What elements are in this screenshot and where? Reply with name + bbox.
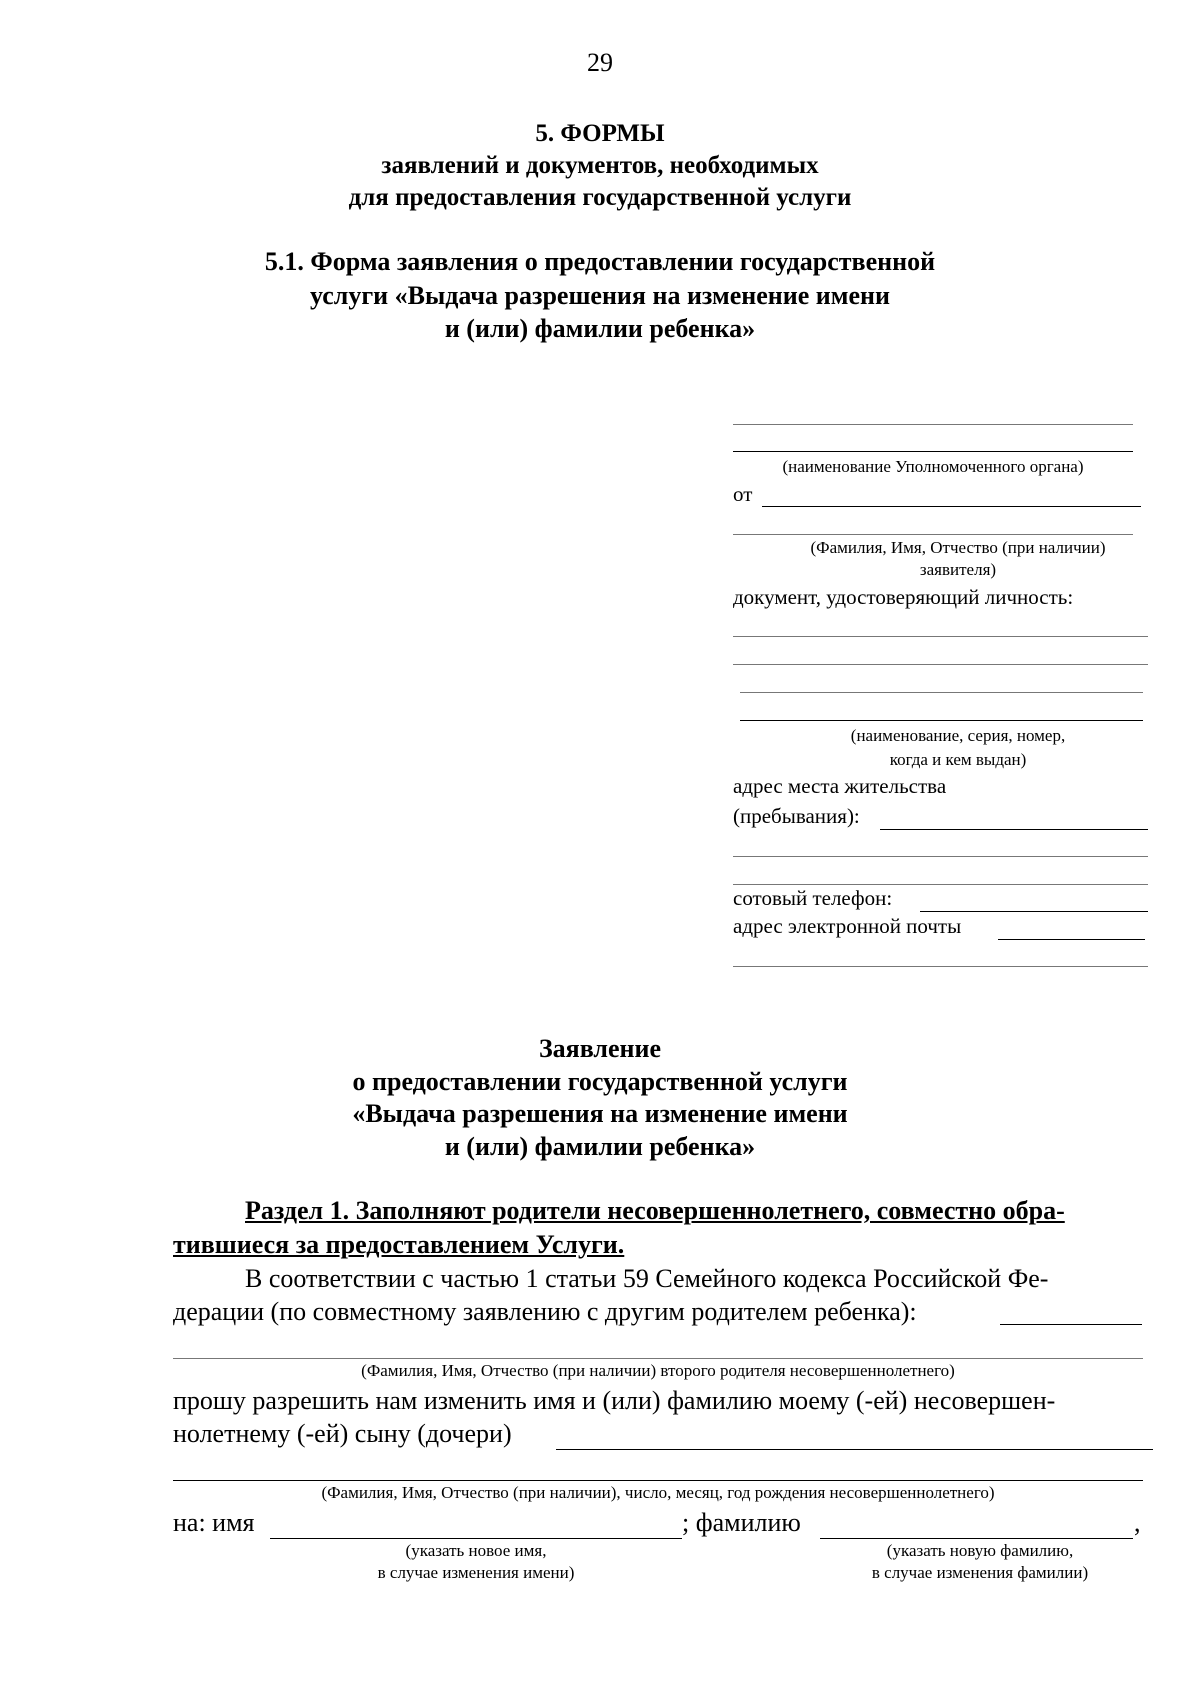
address-field (880, 829, 1148, 830)
section-1-heading: тившиеся за предоставлением Услуги. (173, 1230, 625, 1259)
caption-org: (наименование Уполномоченного органа) (782, 457, 1084, 476)
blank-line (733, 856, 1148, 857)
subsection-title-line: услуги «Выдача разрешения на изменение имени (310, 281, 890, 310)
email-label: адрес электронной почты (733, 914, 962, 938)
caption-child: (Фамилия, Имя, Отчество (при наличии), число, месяц, год рождения несовершеннолетнего) (321, 1483, 995, 1502)
paragraph-line: прошу разрешить нам изменить имя и (или) фамилию моему (-ей) несовершен- (173, 1386, 1056, 1415)
caption-doc: когда и кем выдан) (889, 750, 1027, 769)
caption-applicant: заявителя) (919, 560, 997, 579)
section-title-line: для предоставления государственной услуги (348, 184, 852, 211)
caption-new-surname: в случае изменения фамилии) (871, 1563, 1089, 1582)
subsection-title-line: и (или) фамилии ребенка» (444, 314, 756, 343)
paragraph-line: В соответствии с частью 1 статьи 59 Семейного кодекса Российской Фе- (245, 1264, 1049, 1293)
parent-field (173, 1358, 1143, 1359)
blank-line (733, 636, 1148, 637)
surname-label: ; фамилию (682, 1508, 801, 1537)
caption-new-surname: (указать новую фамилию, (886, 1541, 1074, 1560)
new-surname-field (820, 1538, 1133, 1539)
application-title-line: о предоставлении государственной услуги (352, 1067, 848, 1096)
blank-line (733, 664, 1148, 665)
blank-line (733, 424, 1133, 425)
caption-new-name: (указать новое имя, (405, 1541, 547, 1560)
caption-doc: (наименование, серия, номер, (850, 726, 1066, 745)
application-title-line: и (или) фамилии ребенка» (444, 1132, 756, 1161)
paragraph-line: нолетнему (-ей) сыну (дочери) (173, 1419, 512, 1448)
blank-line (740, 720, 1143, 721)
application-title-line: «Выдача разрешения на изменение имени (352, 1099, 848, 1128)
new-name-field (270, 1538, 682, 1539)
blank-line (733, 884, 1148, 885)
email-field (998, 939, 1145, 940)
from-label: от (733, 482, 753, 506)
section-title-line: заявлений и документов, необходимых (381, 152, 819, 179)
paragraph-line: дерации (по совместному заявлению с другим родителем ребенка): (173, 1297, 917, 1326)
phone-label: сотовый телефон: (733, 886, 893, 910)
from-field (762, 506, 1141, 507)
caption-parent: (Фамилия, Имя, Отчество (при наличии) второго родителя несовершеннолетнего) (361, 1361, 955, 1380)
blank-line (733, 966, 1148, 967)
phone-field (920, 911, 1148, 912)
blank-line (733, 534, 1133, 535)
caption-new-name: в случае изменения имени) (377, 1563, 575, 1582)
parent-field-start (1000, 1324, 1142, 1325)
address-label: адрес места жительства (733, 774, 947, 798)
child-field (556, 1449, 1153, 1450)
caption-applicant: (Фамилия, Имя, Отчество (при наличии) (810, 538, 1106, 557)
blank-line (740, 692, 1143, 693)
blank-line (733, 451, 1133, 452)
child-field (173, 1480, 1143, 1481)
application-title-line: Заявление (538, 1034, 662, 1063)
comma: , (1134, 1508, 1141, 1537)
section-1-heading: Раздел 1. Заполняют родители несовершеннолетнего, совместно обра- (245, 1196, 1065, 1225)
address-label: (пребывания): (733, 804, 860, 828)
subsection-title-line: 5.1. Форма заявления о предоставлении государственной (264, 247, 936, 276)
id-doc-label: документ, удостоверяющий личность: (733, 585, 1074, 609)
section-title-line: 5. ФОРМЫ (535, 120, 665, 147)
to-name-label: на: имя (173, 1508, 255, 1537)
page-number: 29 (587, 48, 613, 77)
